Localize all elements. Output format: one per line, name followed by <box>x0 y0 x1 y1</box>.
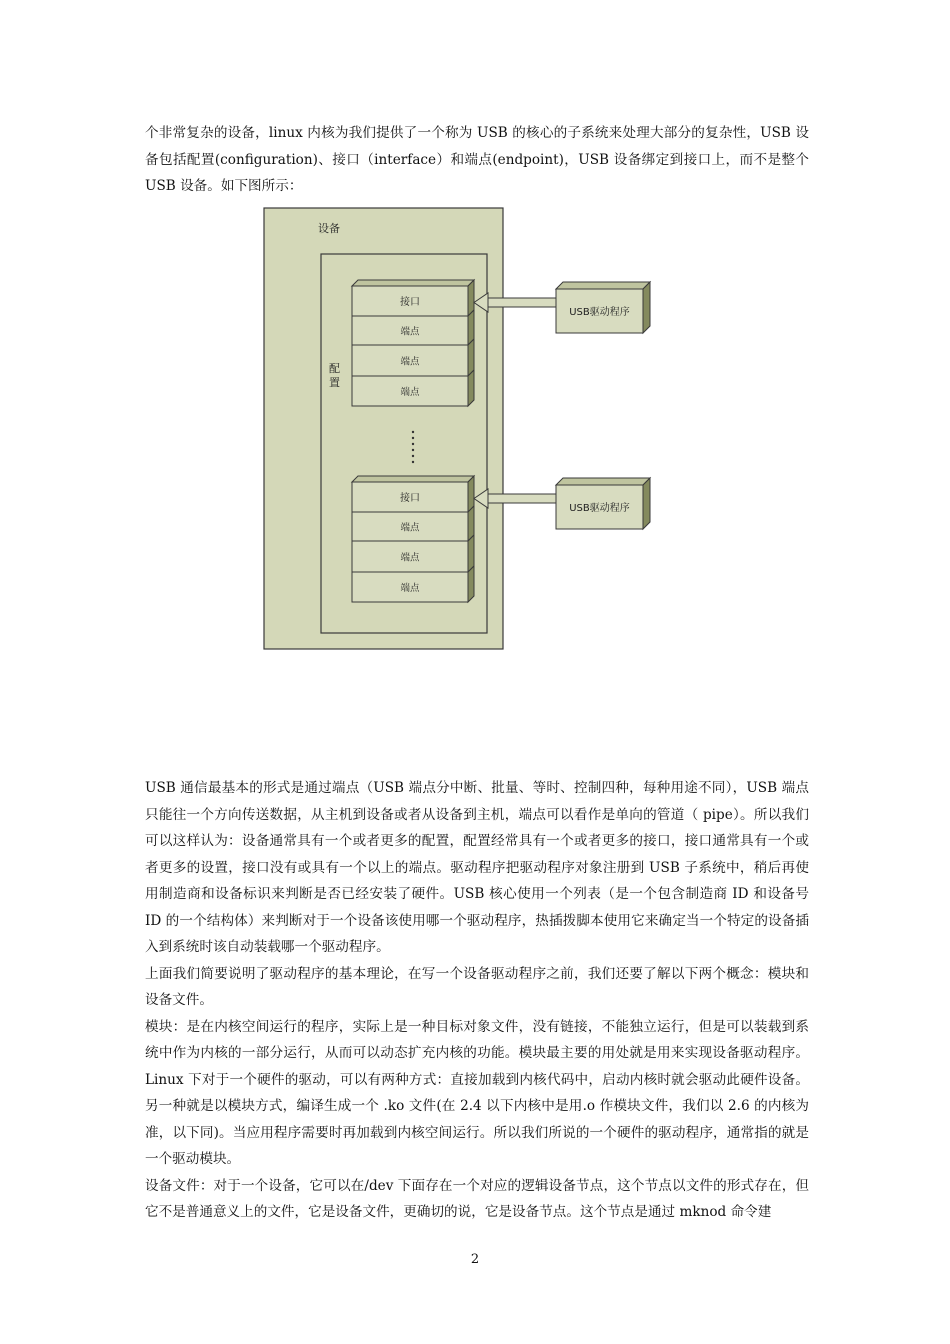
config-label <box>329 362 340 389</box>
endpoint-box-2-1-label: 端点 <box>400 522 420 534</box>
page-number: 2 <box>470 1252 480 1267</box>
paragraph-module: 模块：是在内核空间运行的程序，实际上是一种目标对象文件，没有链接，不能独立运行，但是可以装载到系统中作为内核的一部分运行，从而可以动态扩充内核的功能。模块最主要的用处就是用来实现设备驱动程序。Linux 下对于一个硬件的驱动，可以有两种方式：直接加载到内核代码中，启动内核时就会驱动此硬件设备。另一种就是以模块方式，编译生成一个 .ko 文件(在 2.4 以下内核中是用.o 作模块文件，我们以 2.6 的内核为准，以下同)。当应用程序需要时再加载到内核空间运行。所以我们所说的一个硬件的驱动程序，通常指的就是一个驱动模块。 <box>145 1018 809 1167</box>
interface-box-1-label: 接口 <box>400 297 420 308</box>
usb-driver-box-2 <box>556 478 650 529</box>
usb-driver-1 <box>556 282 650 333</box>
arrow-1 <box>474 293 556 312</box>
usb-driver-2 <box>556 478 650 529</box>
body-text <box>145 775 809 1226</box>
endpoint-box-1-1-label: 端点 <box>400 326 420 338</box>
usb-structure-diagram <box>0 200 950 670</box>
endpoint-box-2-2 <box>352 535 474 572</box>
endpoint-box-1-2 <box>352 339 474 376</box>
usb-driver-box-1 <box>556 282 650 333</box>
config-label-char-1: 配 <box>329 362 340 375</box>
interface-stack-2 <box>352 476 474 602</box>
interface-stack-1 <box>352 280 474 406</box>
endpoint-box-1-3-label: 端点 <box>400 387 420 398</box>
interface-box-2-label: 接口 <box>400 493 420 504</box>
usb-driver-1-label: USB驱动程序 <box>569 307 630 318</box>
stack-top-face <box>352 280 474 286</box>
paragraph-device-file: 设备文件：对于一个设备，它可以在/dev 下面存在一个对应的逻辑设备节点，这个节点以文件的形式存在，但它不是普通意义上的文件，它是设备文件，更确切的说，它是设备节点。这个节点是通过 mknod 命令建 <box>145 1177 809 1220</box>
endpoint-box-1-2-label: 端点 <box>400 356 420 368</box>
paragraph-concepts: 上面我们简要说明了驱动程序的基本理论，在写一个设备驱动程序之前，我们还要了解以下两个概念：模块和设备文件。 <box>145 965 809 1008</box>
intro-paragraph: 个非常复杂的设备，linux 内核为我们提供了一个称为 USB 的核心的子系统来处理大部分的复杂性，USB 设备包括配置(configuration)、接口（interface）和端点(endpoint)，USB 设备绑定到接口上，而不是整个 USB 设备。如下图所示： <box>145 125 809 194</box>
endpoint-box-2-2-label: 端点 <box>400 552 420 564</box>
driver-top-face <box>556 282 650 289</box>
usb-driver-2-label: USB驱动程序 <box>569 503 630 514</box>
config-label-char-2: 置 <box>329 376 340 389</box>
driver-top-face <box>556 478 650 485</box>
device-label: 设备 <box>318 222 340 235</box>
arrow-2 <box>474 489 556 508</box>
endpoint-box-2-3-label: 端点 <box>400 583 420 594</box>
paragraph-usb-endpoint: USB 通信最基本的形式是通过端点（USB 端点分中断、批量、等时、控制四种，每种用途不同），USB 端点只能往一个方向传送数据，从主机到设备或者从设备到主机，端点可以看作是单向的管道（ pipe）。所以我们可以这样认为：设备通常具有一个或者更多的配置，配置经常具有一个或者更多的接口，接口通常具有一个或者更多的设置，接口没有或具有一个以上的端点。驱动程序把驱动程序对象注册到 USB 子系统中，稍后再使用制造商和设备标识来判断是否已经安装了硬件。USB 核心使用一个列表（是一个包含制造商 ID 和设备号 ID 的一个结构体）来判断对于一个设备该使用哪一个驱动程序，热插拨脚本使用它来确定当一个特定的设备插入到系统时该自动装载哪一个驱动程序。 <box>145 780 809 955</box>
stack-top-face <box>352 476 474 482</box>
